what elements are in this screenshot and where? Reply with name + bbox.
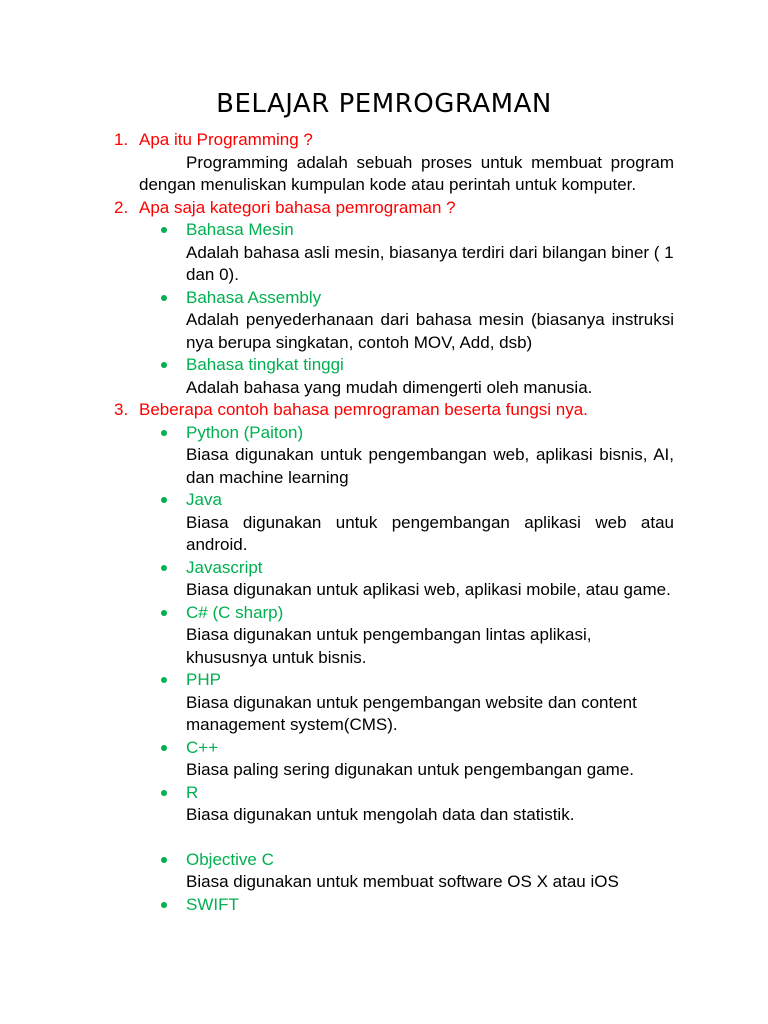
item-description: Adalah bahasa asli mesin, biasanya terdiri dari bilangan biner ( 1 dan 0). (186, 242, 674, 284)
list-item (114, 422, 674, 490)
list-item (114, 602, 674, 670)
item-title: Bahasa Assembly (186, 287, 322, 307)
bullet-icon (161, 677, 167, 683)
item-title: C++ (186, 737, 219, 757)
item-title: Bahasa tingkat tinggi (186, 355, 344, 374)
list-item (114, 557, 674, 602)
item-description: Biasa digunakan untuk pengembangan web, aplikasi bisnis, AI, dan machine learning (186, 445, 674, 487)
item-description: Biasa digunakan untuk mengolah data dan statistik. (186, 805, 575, 824)
item-description: Biasa paling sering digunakan untuk pengembangan game. (186, 760, 634, 779)
item-title: Objective C (186, 849, 274, 869)
list-item (114, 782, 674, 849)
bullet-icon (161, 610, 167, 616)
list-item (114, 489, 674, 557)
bullet-icon (161, 745, 167, 751)
question-text: Apa saja kategori bahasa pemrograman ? (139, 197, 456, 217)
question-text: Beberapa contoh bahasa pemrograman beserta fungsi nya. (139, 400, 588, 419)
bullet-icon (161, 497, 167, 503)
section-language-categories (114, 197, 674, 400)
question-heading (114, 197, 674, 220)
list-item (114, 737, 674, 782)
item-description: Biasa digunakan untuk pengembangan lintas aplikasi, khususnya untuk bisnis. (186, 625, 592, 667)
blank-line (186, 827, 674, 849)
example-list (114, 422, 674, 917)
definition-paragraph: Programming adalah sebuah proses untuk membuat program dengan menuliskan kumpulan kode atau perintah untuk komputer. (139, 152, 674, 194)
bullet-icon (161, 227, 167, 233)
question-number: 1. (114, 130, 129, 149)
list-item (114, 669, 674, 737)
section-what-is-programming (114, 129, 674, 197)
item-description: Adalah bahasa yang mudah dimengerti oleh manusia. (186, 377, 593, 397)
bullet-icon (161, 902, 167, 908)
list-item (114, 219, 674, 287)
section-language-examples (114, 399, 674, 916)
item-description: Biasa digunakan untuk aplikasi web, aplikasi mobile, atau game. (186, 580, 671, 599)
document-title: BELAJAR PEMROGRAMAN (216, 89, 552, 119)
document-body (114, 129, 674, 916)
question-heading (114, 129, 674, 152)
bullet-icon (161, 430, 167, 436)
bullet-icon (161, 565, 167, 571)
question-heading (114, 399, 674, 422)
item-description: Adalah penyederhanaan dari bahasa mesin (biasanya instruksi nya berupa singkatan, contoh MOV, Add, dsb) (186, 310, 674, 352)
list-item (114, 894, 674, 917)
item-description: Biasa digunakan untuk membuat software OS X atau iOS (186, 872, 619, 891)
item-title: Bahasa Mesin (186, 220, 294, 239)
item-description: Biasa digunakan untuk pengembangan aplikasi web atau android. (186, 512, 674, 554)
item-title: SWIFT (186, 894, 239, 914)
question-number: 2. (114, 197, 129, 217)
item-title: PHP (186, 670, 221, 689)
item-title: Java (186, 490, 222, 509)
category-list (114, 219, 674, 399)
item-title: C# (C sharp) (186, 602, 284, 622)
bullet-icon (161, 857, 167, 863)
list-item (114, 287, 674, 355)
bullet-icon (161, 295, 167, 301)
item-description: Biasa digunakan untuk pengembangan website dan content management system(CMS). (186, 692, 637, 734)
item-title: Python (Paiton) (186, 422, 304, 442)
list-item (114, 849, 674, 894)
item-title: Javascript (186, 557, 263, 577)
item-title: R (186, 782, 199, 802)
list-item (114, 354, 674, 399)
question-number: 3. (114, 400, 129, 419)
bullet-icon (161, 790, 167, 796)
question-text: Apa itu Programming ? (139, 130, 313, 149)
bullet-icon (161, 362, 167, 368)
